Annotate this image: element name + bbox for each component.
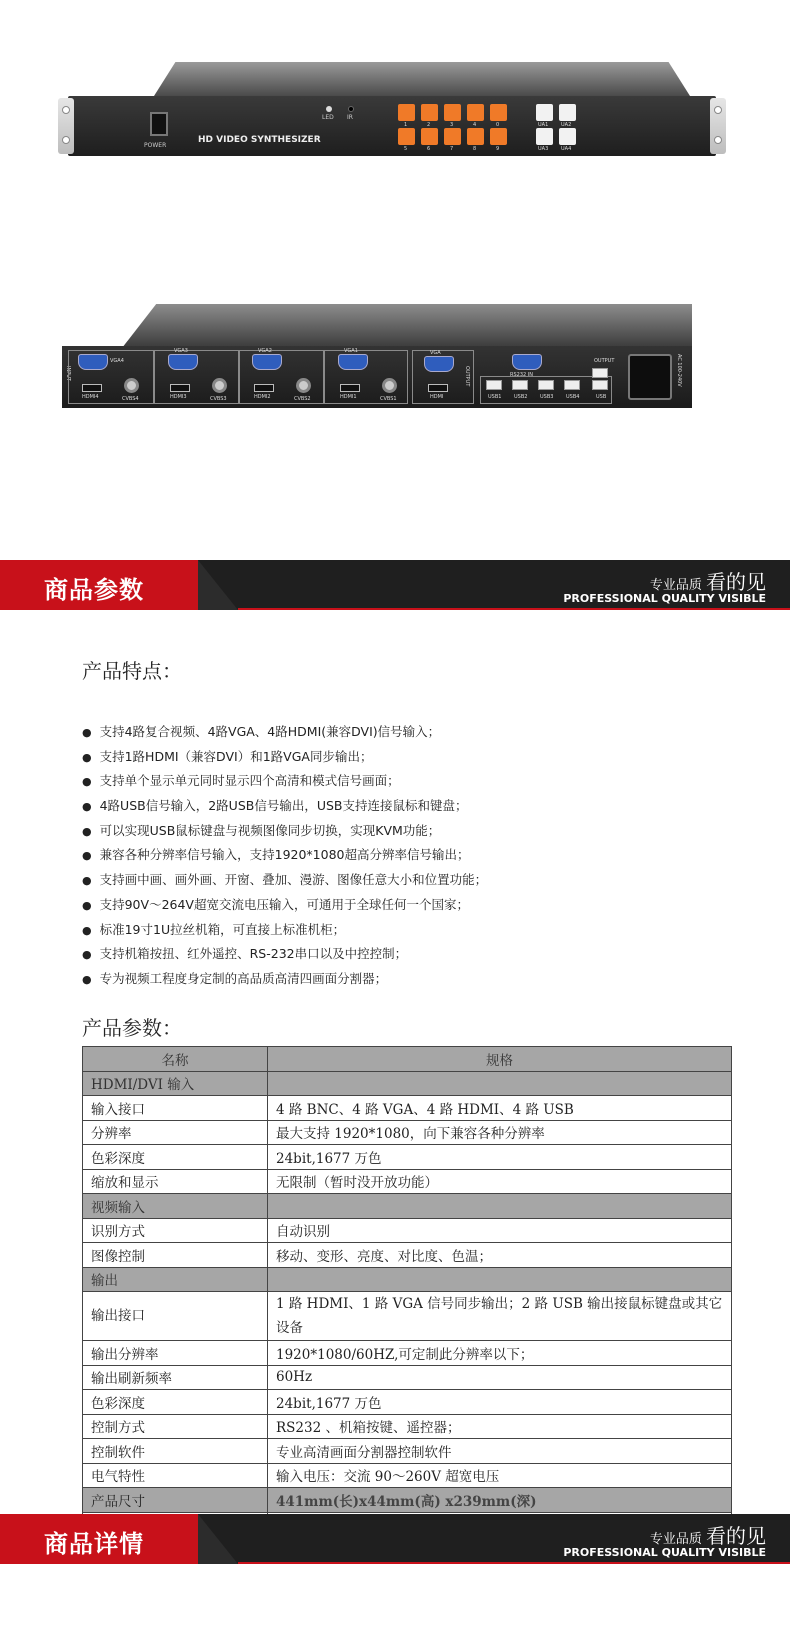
section-row xyxy=(83,1071,732,1096)
param-name: 色彩深度 xyxy=(83,1145,268,1170)
bnc-port xyxy=(212,378,227,393)
section-row xyxy=(83,1194,732,1219)
section-label: 视频输入 xyxy=(83,1194,268,1219)
cvbs-label: CVBS3 xyxy=(210,396,227,402)
key-label: 5 xyxy=(404,146,408,152)
param-name: 产品尺寸 xyxy=(83,1488,268,1513)
power-switch xyxy=(150,112,168,136)
banner-title: 商品详情 xyxy=(44,1530,144,1558)
table-header-row xyxy=(83,1047,732,1072)
param-name: 电气特性 xyxy=(83,1463,268,1488)
channel-key xyxy=(467,128,484,145)
param-name: 控制软件 xyxy=(83,1439,268,1464)
feature-item: ● 支持画中画、画外画、开窗、叠加、漫游、图像任意大小和位置功能； xyxy=(82,868,722,893)
vga-port xyxy=(338,354,368,370)
bnc-port xyxy=(124,378,139,393)
table-row xyxy=(83,1218,732,1243)
slogan-small: 专业品质 xyxy=(649,578,702,593)
key-label: 2 xyxy=(427,122,431,128)
feature-item: ● 支持机箱按扭、红外遥控、RS-232串口以及中控控制； xyxy=(82,942,722,967)
section-banner-params xyxy=(0,560,790,610)
vga-out-label: VGA xyxy=(430,350,441,356)
hdmi-port xyxy=(82,384,102,392)
channel-key xyxy=(421,128,438,145)
device-rear-photo xyxy=(62,304,692,408)
param-value: 无限制（暂时没开放功能） xyxy=(268,1169,732,1194)
feature-item: ● 可以实现USB鼠标键盘与视频图像同步切换，实现KVM功能； xyxy=(82,819,722,844)
rack-ear-right xyxy=(710,98,726,154)
param-value: 移动、变形、亮度、对比度、色温； xyxy=(268,1243,732,1268)
usb-label: USB2 xyxy=(514,394,528,400)
usb-key xyxy=(559,128,576,145)
param-name: 控制方式 xyxy=(83,1414,268,1439)
ac-power-inlet xyxy=(628,354,672,400)
param-name: 缩放和显示 xyxy=(83,1169,268,1194)
channel-key xyxy=(421,104,438,121)
chassis-top xyxy=(154,62,690,96)
param-value: 自动识别 xyxy=(268,1218,732,1243)
model-label: HD VIDEO SYNTHESIZER xyxy=(198,135,321,145)
feature-item: ● 支持4路复合视频、4路VGA、4路HDMI(兼容DVI)信号输入； xyxy=(82,720,722,745)
banner-slogan xyxy=(650,1520,766,1549)
led-indicator xyxy=(326,106,332,112)
cvbs-label: CVBS2 xyxy=(294,396,311,402)
key-label: 7 xyxy=(450,146,454,152)
param-name: 输入接口 xyxy=(83,1096,268,1121)
usb-key xyxy=(559,104,576,121)
channel-key xyxy=(398,128,415,145)
key-label: 6 xyxy=(427,146,431,152)
rs232-label: RS232 IN xyxy=(510,372,533,378)
param-value: 专业高清画面分割器控制软件 xyxy=(268,1439,732,1464)
param-name: 图像控制 xyxy=(83,1243,268,1268)
banner-slogan-en: PROFESSIONAL QUALITY VISIBLE xyxy=(563,592,766,605)
usb-port xyxy=(564,380,580,390)
slogan-big: 看的见 xyxy=(706,1524,766,1548)
banner-underline xyxy=(238,1562,790,1564)
banner-slogan-en: PROFESSIONAL QUALITY VISIBLE xyxy=(563,1546,766,1559)
vga-label: VGA3 xyxy=(174,348,188,354)
channel-key xyxy=(490,128,507,145)
table-row xyxy=(83,1439,732,1464)
param-value: 60Hz xyxy=(268,1365,732,1390)
ir-label: IR xyxy=(347,114,353,121)
param-value: 24bit,1677 万色 xyxy=(268,1390,732,1415)
spec-table xyxy=(82,1046,732,1537)
section-row xyxy=(83,1267,732,1292)
hdmi-port xyxy=(254,384,274,392)
ac-label: AC 100-240V xyxy=(676,354,682,387)
section-label: 输出 xyxy=(83,1267,268,1292)
hdmi-label: HDMI4 xyxy=(82,394,99,400)
hdmi-port xyxy=(170,384,190,392)
hdmi-label: HDMI2 xyxy=(254,394,271,400)
param-name: 色彩深度 xyxy=(83,1390,268,1415)
channel-key xyxy=(444,128,461,145)
table-row xyxy=(83,1243,732,1268)
param-name: 分辨率 xyxy=(83,1120,268,1145)
vga-label: VGA4 xyxy=(110,358,124,364)
table-row xyxy=(83,1169,732,1194)
rack-ear-left xyxy=(58,98,74,154)
features-list xyxy=(82,720,722,992)
usb-output-label: OUTPUT xyxy=(594,358,615,364)
param-name: 输出接口 xyxy=(83,1292,268,1341)
usb-key-label: UA3 xyxy=(538,146,549,152)
input-label: INPUT xyxy=(65,366,71,381)
usb-out-port xyxy=(592,368,608,378)
params-heading: 产品参数： xyxy=(82,1016,182,1040)
channel-key xyxy=(467,104,484,121)
table-row xyxy=(83,1365,732,1390)
banner-wedge xyxy=(198,1514,238,1564)
feature-item: ● 4路USB信号输入，2路USB信号输出，USB支持连接鼠标和键盘； xyxy=(82,794,722,819)
ir-sensor xyxy=(348,106,354,112)
param-value: 4 路 BNC、4 路 VGA、4 路 HDMI、4 路 USB xyxy=(268,1096,732,1121)
rs232-port xyxy=(512,354,542,370)
col-name-header: 名称 xyxy=(83,1047,268,1072)
vga-out-port xyxy=(424,356,454,372)
usb-key-label: UA2 xyxy=(561,122,572,128)
hdmi-port xyxy=(340,384,360,392)
slogan-big: 看的见 xyxy=(706,570,766,594)
usb-label: USB4 xyxy=(566,394,580,400)
feature-item: ● 支持单个显示单元同时显示四个高清和模式信号画面； xyxy=(82,769,722,794)
banner-slogan xyxy=(650,566,766,595)
param-value: 最大支持 1920*1080，向下兼容各种分辨率 xyxy=(268,1120,732,1145)
device-front-photo xyxy=(58,62,726,158)
hdmi-label: HDMI1 xyxy=(340,394,357,400)
table-row xyxy=(83,1390,732,1415)
table-row xyxy=(83,1341,732,1366)
param-value: RS232 、机箱按键、遥控器； xyxy=(268,1414,732,1439)
bnc-port xyxy=(296,378,311,393)
usb-out-port xyxy=(592,380,608,390)
section-label: HDMI/DVI 输入 xyxy=(83,1071,268,1096)
feature-item: ● 兼容各种分辨率信号输入，支持1920*1080超高分辨率信号输出； xyxy=(82,843,722,868)
param-value: 输入电压：交流 90～260V 超宽电压 xyxy=(268,1463,732,1488)
usb-key xyxy=(536,104,553,121)
slogan-small: 专业品质 xyxy=(649,1532,702,1547)
param-value: 24bit,1677 万色 xyxy=(268,1145,732,1170)
vga-port xyxy=(168,354,198,370)
key-label: 4 xyxy=(473,122,477,128)
param-name: 识别方式 xyxy=(83,1218,268,1243)
param-name: 输出刷新频率 xyxy=(83,1365,268,1390)
feature-item: ● 标准19寸1U拉丝机箱，可直接上标准机柜； xyxy=(82,918,722,943)
table-row xyxy=(83,1145,732,1170)
table-row xyxy=(83,1463,732,1488)
usb-port xyxy=(538,380,554,390)
table-row xyxy=(83,1414,732,1439)
power-label: POWER xyxy=(144,142,167,149)
vga-label: VGA2 xyxy=(258,348,272,354)
feature-item: ● 支持90V～264V超宽交流电压输入，可通用于全球任何一个国家； xyxy=(82,893,722,918)
table-row xyxy=(83,1096,732,1121)
features-heading: 产品特点： xyxy=(82,659,182,683)
key-label: 9 xyxy=(496,146,500,152)
size-value: 441mm(长)x44mm(高) x239mm(深) xyxy=(276,1493,537,1510)
key-label: 1 xyxy=(404,122,408,128)
channel-key xyxy=(490,104,507,121)
banner-underline xyxy=(238,608,790,610)
usb-port xyxy=(512,380,528,390)
bnc-port xyxy=(382,378,397,393)
usb-key-label: UA1 xyxy=(538,122,549,128)
banner-title: 商品参数 xyxy=(44,576,144,604)
feature-item: ● 支持1路HDMI（兼容DVI）和1路VGA同步输出； xyxy=(82,745,722,770)
section-banner-details xyxy=(0,1514,790,1564)
feature-item: ● 专为视频工程度身定制的高品质高清四画面分割器； xyxy=(82,967,722,992)
param-value: 1920*1080/60HZ,可定制此分辨率以下； xyxy=(268,1341,732,1366)
param-value xyxy=(268,1488,732,1513)
vga-port xyxy=(252,354,282,370)
usb-key xyxy=(536,128,553,145)
param-name: 输出分辨率 xyxy=(83,1341,268,1366)
banner-wedge xyxy=(198,560,238,610)
key-label: 8 xyxy=(473,146,477,152)
vga-port xyxy=(78,354,108,370)
param-value: 1 路 HDMI、1 路 VGA 信号同步输出；2 路 USB 输出接鼠标键盘或其它设备 xyxy=(268,1292,732,1341)
col-spec-header: 规格 xyxy=(268,1047,732,1072)
key-label: 3 xyxy=(450,122,454,128)
hdmi-out-port xyxy=(428,384,448,392)
table-row xyxy=(83,1120,732,1145)
usb-port xyxy=(486,380,502,390)
usb-label: USB3 xyxy=(540,394,554,400)
vga-label: VGA1 xyxy=(344,348,358,354)
hdmi-out-label: HDMI xyxy=(430,394,444,400)
cvbs-label: CVBS1 xyxy=(380,396,397,402)
channel-key xyxy=(444,104,461,121)
key-label: 0 xyxy=(496,122,500,128)
chassis-top xyxy=(122,304,692,348)
usb-label: USB1 xyxy=(488,394,502,400)
output-label: OUTPUT xyxy=(464,366,470,387)
hdmi-label: HDMI3 xyxy=(170,394,187,400)
cvbs-label: CVBS4 xyxy=(122,396,139,402)
table-row xyxy=(83,1488,732,1513)
led-label: LED xyxy=(322,114,334,121)
usb-out-label: USB xyxy=(596,394,607,400)
usb-key-label: UA4 xyxy=(561,146,572,152)
table-row xyxy=(83,1292,732,1341)
channel-key xyxy=(398,104,415,121)
